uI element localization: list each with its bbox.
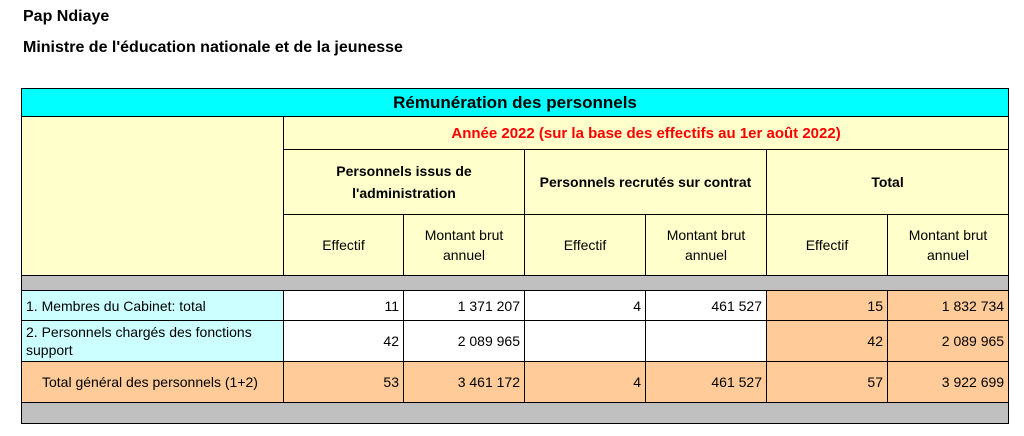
row-label: 1. Membres du Cabinet: total — [22, 291, 284, 321]
subheader-effectif: Effectif — [767, 215, 888, 276]
row-label-header — [22, 117, 284, 276]
cell-contrat-montant: 461 527 — [646, 362, 767, 403]
row-label: Total général des personnels (1+2) — [22, 362, 284, 403]
group-header-contrat: Personnels recrutés sur contrat — [525, 150, 767, 215]
cell-total-effectif: 42 — [767, 321, 888, 362]
table-title: Rémunération des personnels — [22, 89, 1009, 117]
minister-name: Pap Ndiaye — [23, 8, 110, 25]
cell-contrat-effectif: 4 — [525, 362, 646, 403]
subheader-effectif: Effectif — [525, 215, 646, 276]
cell-admin-montant: 3 461 172 — [404, 362, 525, 403]
cell-contrat-montant: 461 527 — [646, 291, 767, 321]
cell-total-montant: 1 832 734 — [888, 291, 1009, 321]
cell-contrat-montant — [646, 321, 767, 362]
subheader-montant: Montant brut annuel — [646, 215, 767, 276]
cell-contrat-effectif — [525, 321, 646, 362]
row-label: 2. Personnels chargés des fonctions support — [22, 321, 284, 362]
cell-contrat-effectif: 4 — [525, 291, 646, 321]
cell-total-effectif: 15 — [767, 291, 888, 321]
separator-row — [22, 276, 1009, 291]
cell-admin-montant: 2 089 965 — [404, 321, 525, 362]
remuneration-table — [21, 88, 1009, 424]
cell-admin-effectif: 11 — [284, 291, 404, 321]
subheader-effectif: Effectif — [284, 215, 404, 276]
subheader-montant: Montant brut annuel — [404, 215, 525, 276]
table-row — [22, 291, 1009, 321]
cell-admin-effectif: 42 — [284, 321, 404, 362]
subheader-montant: Montant brut annuel — [888, 215, 1009, 276]
ministry-title: Ministre de l'éducation nationale et de la jeunesse — [23, 39, 403, 56]
cell-admin-effectif: 53 — [284, 362, 404, 403]
cell-admin-montant: 1 371 207 — [404, 291, 525, 321]
group-header-total: Total — [767, 150, 1009, 215]
table-row — [22, 321, 1009, 362]
footer-separator-row — [22, 403, 1009, 424]
cell-total-montant: 3 922 699 — [888, 362, 1009, 403]
cell-total-montant: 2 089 965 — [888, 321, 1009, 362]
year-label: Année 2022 (sur la base des effectifs au 1er août 2022) — [284, 117, 1009, 150]
cell-total-effectif: 57 — [767, 362, 888, 403]
table-row-total — [22, 362, 1009, 403]
group-header-admin: Personnels issus de l'administration — [284, 150, 525, 215]
